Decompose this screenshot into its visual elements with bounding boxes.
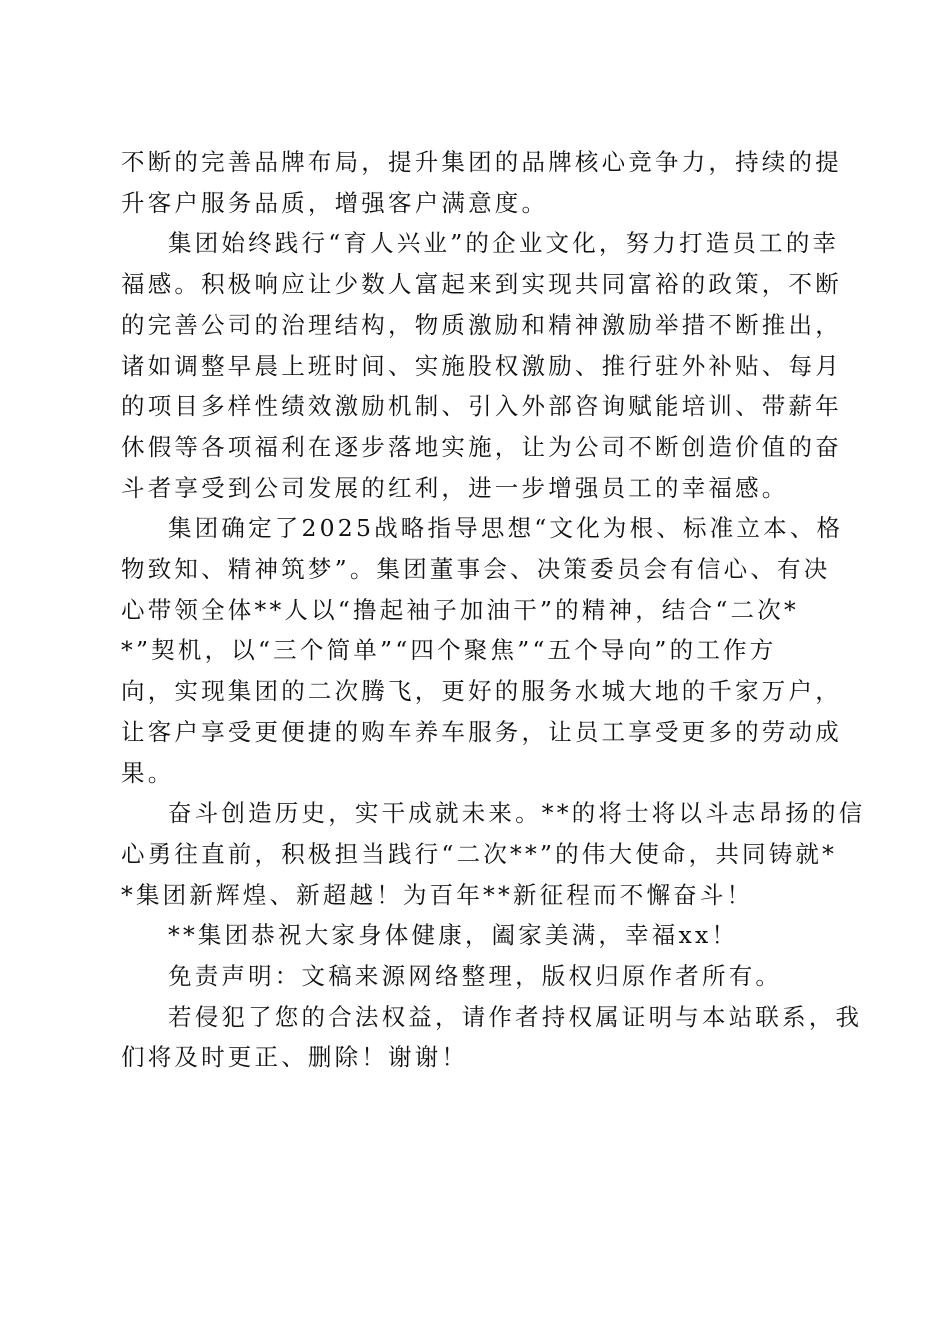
paragraph-5 xyxy=(121,915,829,956)
text-line: 集团始终践行“育人兴业”的企业文化，努力打造员工的幸 xyxy=(168,229,840,258)
text-line: 奋斗创造历史，实干成就未来。**的将士将以斗志昂扬的信 xyxy=(168,799,866,828)
disclaimer-paragraph xyxy=(121,956,829,997)
text-line: 不断的完善品牌布局，提升集团的品牌核心竞争力，持续的提 xyxy=(121,148,842,176)
text-line: 福感。积极响应让少数人富起来到实现共同富裕的政策，不断 xyxy=(121,270,842,299)
text-line: 的完善公司的治理结构，物质激励和精神激励举措不断推出， xyxy=(121,310,842,339)
text-line: 免责声明：文稿来源网络整理，版权归原作者所有。 xyxy=(168,962,783,991)
text-line: **集团恭祝大家身体健康，阖家美满，幸福xx！ xyxy=(168,921,739,950)
text-line: 向，实现集团的二次腾飞，更好的服务水城大地的千家万户， xyxy=(121,677,842,706)
text-line: 物致知、精神筑梦”。集团董事会、决策委员会有信心、有决 xyxy=(121,555,831,584)
document-page xyxy=(121,142,866,1078)
text-line: 的项目多样性绩效激励机制、引入外部咨询赋能培训、带薪年 xyxy=(121,392,842,421)
paragraph-1 xyxy=(121,142,842,223)
text-line: 休假等各项福利在逐步落地实施，让为公司不断创造价值的奋 xyxy=(121,432,842,461)
paragraph-2 xyxy=(121,223,842,508)
paragraph-4 xyxy=(121,793,866,915)
text-line: 让客户享受更便捷的购车养车服务，让员工享受更多的劳动成 xyxy=(121,717,842,746)
text-line: 斗者享受到公司发展的红利，进一步增强员工的幸福感。 xyxy=(121,473,789,502)
text-line: 集团确定了2025战略指导思想“文化为根、标准立本、格 xyxy=(168,514,844,543)
contact-paragraph xyxy=(121,997,863,1078)
text-line: 们将及时更正、删除！谢谢！ xyxy=(121,1043,469,1072)
text-line: 诸如调整早晨上班时间、实施股权激励、推行驻外补贴、每月 xyxy=(121,351,842,380)
text-line: 果。 xyxy=(121,758,175,787)
text-line: 若侵犯了您的合法权益，请作者持权属证明与本站联系，我 xyxy=(168,1002,863,1031)
text-line: 心勇往直前，积极担当践行“二次**”的伟大使命，共同铸就* xyxy=(121,839,838,868)
text-line: 心带领全体**人以“撸起袖子加油干”的精神，结合“二次* xyxy=(121,595,799,624)
text-line: *集团新辉煌、新超越！为百年**新征程而不懈奋斗！ xyxy=(121,880,754,909)
paragraph-3 xyxy=(121,508,844,793)
text-line: *”契机，以“三个简单”“四个聚焦”“五个导向”的工作方 xyxy=(121,636,777,665)
text-line: 升客户服务品质，增强客户满意度。 xyxy=(121,188,549,217)
